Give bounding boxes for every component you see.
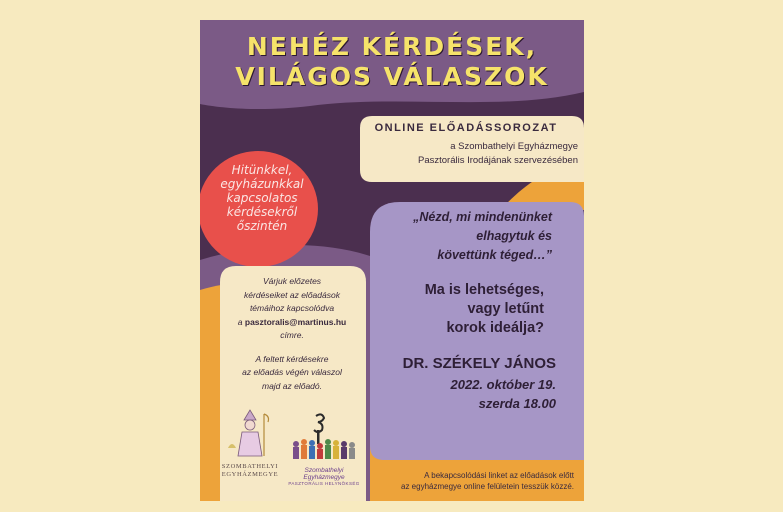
invite-line: témáihoz kapcsolódva (249, 303, 335, 313)
quote-line: „Nézd, mi mindenünket (413, 210, 552, 224)
lecture-info (378, 208, 578, 413)
question-line: Ma is lehetséges, (424, 282, 544, 298)
footer-note (370, 470, 574, 492)
event-time: szerda 18.00 (478, 396, 556, 411)
bible-quote (378, 208, 552, 265)
question-line: vagy letűnt (467, 301, 544, 317)
invite-line: majd az előadó. (261, 380, 322, 391)
speaker-name: DR. SZÉKELY JÁNOS (402, 355, 556, 372)
footer-note-line-1: A bekapcsolódási linket az előadások előtt (424, 471, 574, 480)
office-caption-line-1: Szombathelyi Egyházmegye (303, 467, 345, 481)
question-invite (224, 275, 360, 403)
office-caption-line-2: PASZTORÁLIS HELYNÖKSÉG (288, 481, 360, 486)
tagline-line: kapcsolatos (226, 191, 298, 205)
invite-suffix: címre. (280, 330, 304, 340)
series-box (348, 118, 584, 176)
title-line-1: NEHÉZ KÉRDÉSEK, (246, 32, 538, 61)
bishop-figure-icon (218, 408, 282, 458)
lecture-question (378, 281, 544, 338)
crowd-with-cross-icon (288, 412, 360, 462)
footer-note-line-2: az egyházmegye online felületein tesszük közzé. (401, 482, 574, 491)
organizer-line-2: Pasztorális Irodájának szervezésében (417, 155, 578, 166)
invite-line: kérdéseiket az előadások (244, 289, 340, 300)
diocese-caption-line-1: SZOMBATHELYI (221, 463, 279, 470)
pastoral-office-logo (288, 412, 360, 486)
quote-line: elhagytuk és (476, 229, 552, 243)
invite-line: az előadás végén válaszol (242, 367, 342, 377)
invite-paragraph-2 (224, 353, 360, 394)
title-line-2: VILÁGOS VÁLASZOK (235, 62, 549, 91)
poster-title (200, 32, 584, 92)
tagline-line: egyházunkkal (220, 177, 304, 191)
organizer-line-1: a Szombathelyi Egyházmegye (450, 141, 578, 152)
invite-line: Várjuk előzetes (262, 276, 322, 286)
question-line: korok ideálja? (446, 320, 544, 336)
tagline-line: kérdésekről (226, 205, 298, 219)
invite-line: A feltett kérdésekre (255, 353, 329, 364)
tagline-line: őszintén (236, 219, 288, 233)
invite-paragraph-1 (224, 275, 360, 343)
tagline (206, 163, 318, 233)
tagline-line: Hitünkkel, (231, 163, 293, 177)
series-heading: ONLINE ELŐADÁSSOROZAT (374, 122, 558, 134)
invite-prefix: a (237, 316, 243, 327)
event-date-time (378, 375, 556, 413)
email-link[interactable]: pasztoralis@martinus.hu (244, 316, 347, 327)
event-date: 2022. október 19. (450, 377, 556, 392)
event-poster (200, 20, 584, 501)
diocese-logo (218, 408, 282, 479)
organizer-text (348, 140, 578, 168)
diocese-logo-caption (218, 463, 282, 479)
diocese-caption-line-2: EGYHÁZMEGYE (221, 471, 279, 478)
quote-line: követtünk téged…” (437, 248, 552, 262)
